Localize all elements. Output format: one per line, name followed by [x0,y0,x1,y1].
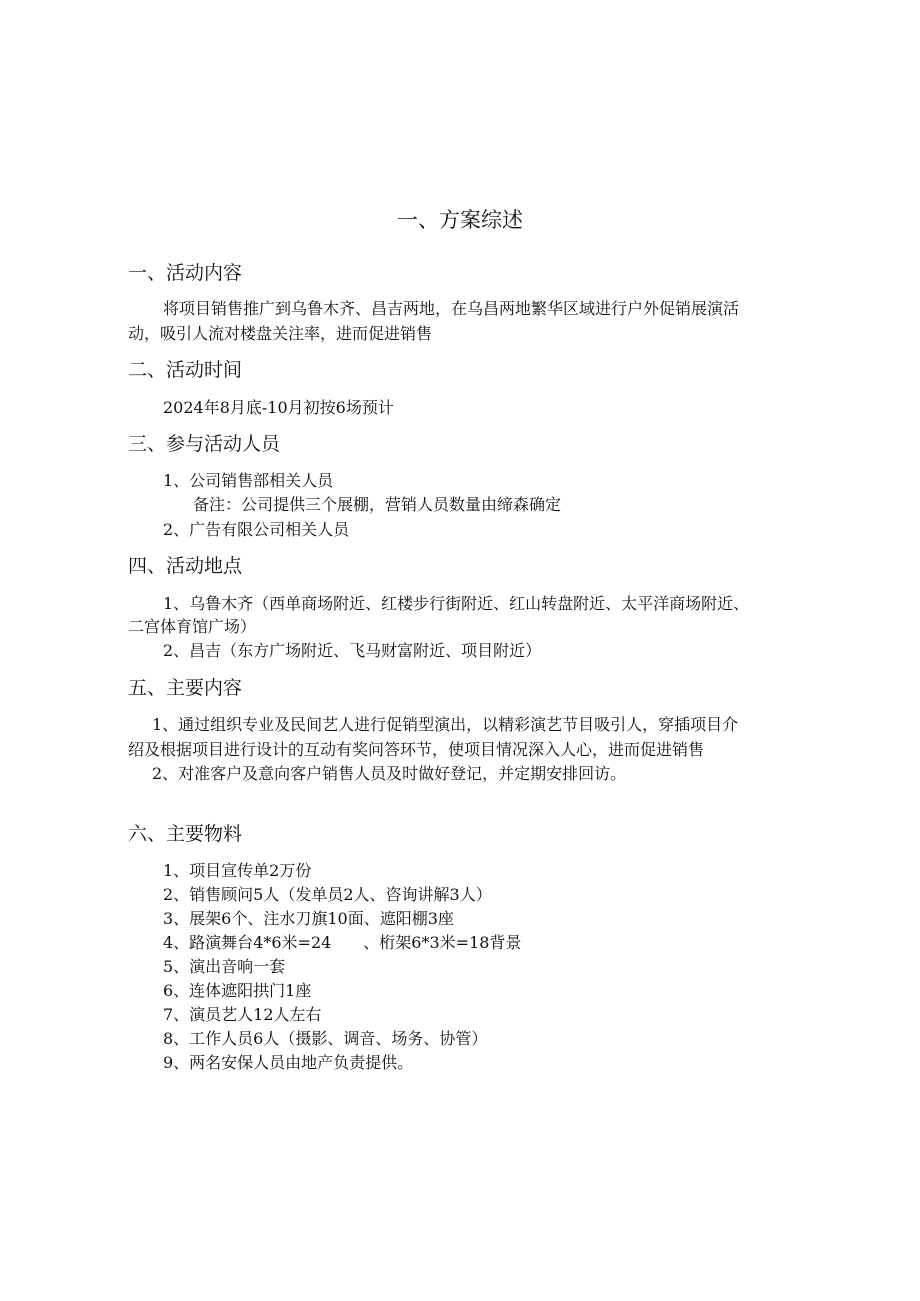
location-item-2: 2、昌吉（东方广场附近、飞马财富附近、项目附近） [163,641,542,660]
section-heading-participants: 三、参与活动人员 [128,433,281,455]
section-heading-activity-content: 一、活动内容 [128,262,243,284]
main-content-item-1-line1: 1、通过组织专业及民间艺人进行促销型演出，以精彩演艺节目吸引人，穿插项目介 [152,715,739,734]
activity-content-paragraph-line2: 动，吸引人流对楼盘关注率，进而促进销售 [128,324,433,343]
participants-note: 备注：公司提供三个展棚，营销人员数量由缔森确定 [193,495,562,514]
section-heading-main-content: 五、主要内容 [128,677,243,699]
main-content-item-2: 2、对准客户及意向客户销售人员及时做好登记，并定期安排回访。 [152,764,627,783]
section-heading-location: 四、活动地点 [128,555,243,577]
participants-item-2: 2、广告有限公司相关人员 [163,520,350,539]
activity-time-text: 2024年8月底-10月初按6场预计 [163,398,394,417]
materials-item: 5、演出音响一套 [163,957,286,976]
section-heading-materials: 六、主要物料 [128,823,243,845]
materials-item: 9、两名安保人员由地产负责提供。 [163,1053,414,1072]
materials-item: 8、工作人员6人（摄影、调音、场务、协管） [163,1029,488,1048]
document-title: 一、方案综述 [397,208,523,232]
main-content-item-1-line2: 绍及根据项目进行设计的互动有奖问答环节，使项目情况深入人心，进而促进销售 [128,740,705,759]
participants-item-1: 1、公司销售部相关人员 [163,471,334,490]
materials-item: 1、项目宣传单2万份 [163,861,312,880]
materials-item: 4、路演舞台4*6米=24 、桁架6*3米=18背景 [163,933,522,952]
section-heading-activity-time: 二、活动时间 [128,359,243,381]
materials-item: 3、展架6个、注水刀旗10面、遮阳棚3座 [163,909,454,928]
materials-item: 7、演员艺人12人左右 [163,1005,322,1024]
activity-content-paragraph-line1: 将项目销售推广到乌鲁木齐、昌吉两地，在乌昌两地繁华区域进行户外促销展演活 [163,299,740,318]
location-item-1-line2: 二宫体育馆广场） [128,617,257,636]
materials-item: 2、销售顾问5人（发单员2人、咨询讲解3人） [163,885,492,904]
materials-item: 6、连体遮阳拱门1座 [163,981,312,1000]
location-item-1-line1: 1、乌鲁木齐（西单商场附近、红楼步行街附近、红山转盘附近、太平洋商场附近、 [163,594,750,613]
